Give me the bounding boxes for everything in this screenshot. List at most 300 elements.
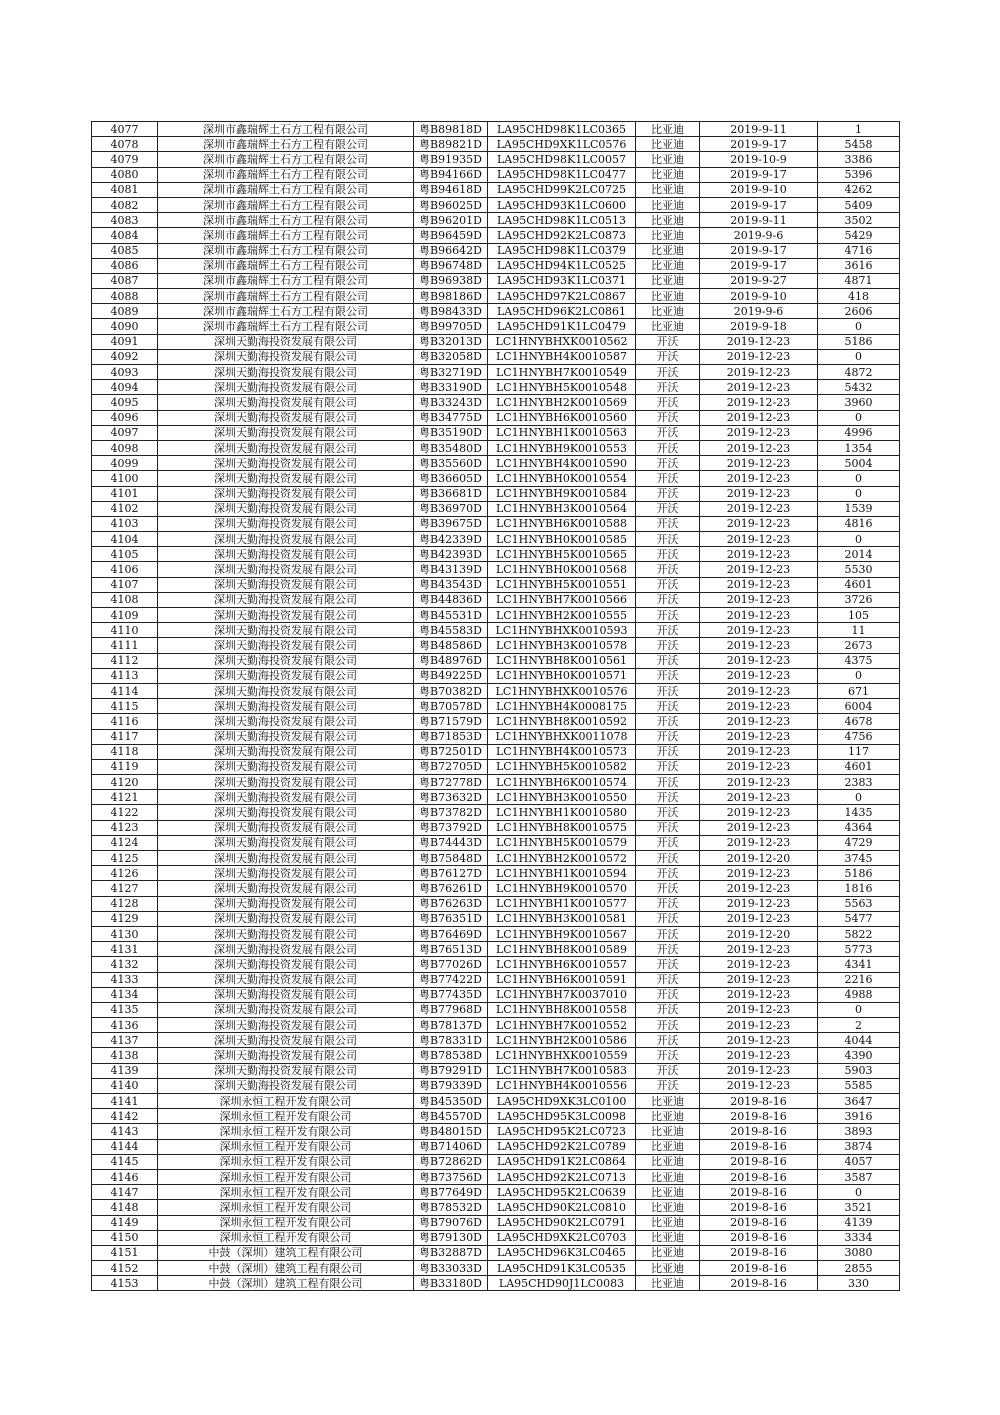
- brand-cell: 开沃: [636, 653, 700, 668]
- brand-cell: 比亚迪: [636, 228, 700, 243]
- row-number-cell: 4136: [92, 1018, 158, 1033]
- value-cell: 3521: [818, 1200, 900, 1215]
- date-cell: 2019-12-23: [700, 835, 818, 850]
- vin-code-cell: LA95CHD92K2LC0713: [488, 1169, 636, 1184]
- brand-cell: 开沃: [636, 987, 700, 1002]
- date-cell: 2019-12-23: [700, 440, 818, 455]
- vin-code-cell: LA95CHD91K1LC0479: [488, 319, 636, 334]
- table-row: [92, 1185, 900, 1200]
- brand-cell: 开沃: [636, 1048, 700, 1063]
- table-row: [92, 1094, 900, 1109]
- table-row: [92, 835, 900, 850]
- date-cell: 2019-12-23: [700, 547, 818, 562]
- date-cell: 2019-12-23: [700, 759, 818, 774]
- company-name-cell: 深圳天勤海投资发展有限公司: [158, 699, 414, 714]
- brand-cell: 开沃: [636, 835, 700, 850]
- company-name-cell: 深圳天勤海投资发展有限公司: [158, 486, 414, 501]
- value-cell: 5409: [818, 197, 900, 212]
- value-cell: 4678: [818, 714, 900, 729]
- value-cell: 0: [818, 790, 900, 805]
- plate-number-cell: 粤B71406D: [414, 1139, 488, 1154]
- date-cell: 2019-12-23: [700, 866, 818, 881]
- value-cell: 5477: [818, 911, 900, 926]
- brand-cell: 比亚迪: [636, 197, 700, 212]
- row-number-cell: 4108: [92, 592, 158, 607]
- value-cell: 5563: [818, 896, 900, 911]
- brand-cell: 比亚迪: [636, 273, 700, 288]
- date-cell: 2019-8-16: [700, 1124, 818, 1139]
- table-row: [92, 1063, 900, 1078]
- plate-number-cell: 粤B45350D: [414, 1094, 488, 1109]
- table-row: [92, 775, 900, 790]
- table-row: [92, 866, 900, 881]
- row-number-cell: 4120: [92, 775, 158, 790]
- date-cell: 2019-12-20: [700, 926, 818, 941]
- table-row: [92, 805, 900, 820]
- value-cell: 4139: [818, 1215, 900, 1230]
- plate-number-cell: 粤B72501D: [414, 744, 488, 759]
- brand-cell: 比亚迪: [636, 1261, 700, 1276]
- company-name-cell: 深圳天勤海投资发展有限公司: [158, 1033, 414, 1048]
- company-name-cell: 深圳天勤海投资发展有限公司: [158, 1048, 414, 1063]
- vin-code-cell: LC1HNYBH5K0010582: [488, 759, 636, 774]
- table-row: [92, 623, 900, 638]
- plate-number-cell: 粤B74443D: [414, 835, 488, 850]
- plate-number-cell: 粤B77422D: [414, 972, 488, 987]
- brand-cell: 开沃: [636, 775, 700, 790]
- plate-number-cell: 粤B33190D: [414, 380, 488, 395]
- company-name-cell: 深圳天勤海投资发展有限公司: [158, 562, 414, 577]
- company-name-cell: 深圳天勤海投资发展有限公司: [158, 334, 414, 349]
- row-number-cell: 4142: [92, 1109, 158, 1124]
- company-name-cell: 深圳天勤海投资发展有限公司: [158, 653, 414, 668]
- date-cell: 2019-8-16: [700, 1200, 818, 1215]
- date-cell: 2019-12-23: [700, 501, 818, 516]
- table-row: [92, 365, 900, 380]
- brand-cell: 开沃: [636, 926, 700, 941]
- brand-cell: 开沃: [636, 456, 700, 471]
- value-cell: 5186: [818, 866, 900, 881]
- company-name-cell: 深圳天勤海投资发展有限公司: [158, 972, 414, 987]
- brand-cell: 比亚迪: [636, 152, 700, 167]
- table-row: [92, 881, 900, 896]
- vehicle-record-table: [91, 121, 900, 1291]
- date-cell: 2019-12-23: [700, 1002, 818, 1017]
- brand-cell: 开沃: [636, 1078, 700, 1093]
- date-cell: 2019-12-23: [700, 395, 818, 410]
- vin-code-cell: LA95CHD90J1LC0083: [488, 1276, 636, 1291]
- value-cell: 3745: [818, 851, 900, 866]
- vin-code-cell: LA95CHD96K3LC0465: [488, 1245, 636, 1260]
- company-name-cell: 深圳天勤海投资发展有限公司: [158, 547, 414, 562]
- value-cell: 4996: [818, 425, 900, 440]
- value-cell: 4044: [818, 1033, 900, 1048]
- company-name-cell: 深圳天勤海投资发展有限公司: [158, 744, 414, 759]
- brand-cell: 开沃: [636, 942, 700, 957]
- company-name-cell: 深圳市鑫瑞辉土石方工程有限公司: [158, 273, 414, 288]
- row-number-cell: 4087: [92, 273, 158, 288]
- date-cell: 2019-8-16: [700, 1154, 818, 1169]
- row-number-cell: 4133: [92, 972, 158, 987]
- table-row: [92, 243, 900, 258]
- company-name-cell: 深圳市鑫瑞辉土石方工程有限公司: [158, 289, 414, 304]
- vin-code-cell: LA95CHD90K2LC0791: [488, 1215, 636, 1230]
- vin-code-cell: LA95CHD9XK3LC0100: [488, 1094, 636, 1109]
- table-row: [92, 410, 900, 425]
- table-row: [92, 911, 900, 926]
- table-row: [92, 532, 900, 547]
- table-row: [92, 562, 900, 577]
- company-name-cell: 深圳天勤海投资发展有限公司: [158, 835, 414, 850]
- table-row: [92, 486, 900, 501]
- brand-cell: 比亚迪: [636, 258, 700, 273]
- date-cell: 2019-12-23: [700, 349, 818, 364]
- company-name-cell: 深圳天勤海投资发展有限公司: [158, 775, 414, 790]
- table-row: [92, 957, 900, 972]
- row-number-cell: 4077: [92, 122, 158, 137]
- brand-cell: 开沃: [636, 395, 700, 410]
- table-row: [92, 1033, 900, 1048]
- table-row: [92, 638, 900, 653]
- plate-number-cell: 粤B73782D: [414, 805, 488, 820]
- row-number-cell: 4122: [92, 805, 158, 820]
- date-cell: 2019-12-23: [700, 683, 818, 698]
- value-cell: 5396: [818, 167, 900, 182]
- date-cell: 2019-12-23: [700, 911, 818, 926]
- brand-cell: 开沃: [636, 532, 700, 547]
- company-name-cell: 深圳永恒工程开发有限公司: [158, 1169, 414, 1184]
- table-row: [92, 1230, 900, 1245]
- brand-cell: 开沃: [636, 592, 700, 607]
- plate-number-cell: 粤B73756D: [414, 1169, 488, 1184]
- company-name-cell: 深圳天勤海投资发展有限公司: [158, 729, 414, 744]
- brand-cell: 开沃: [636, 759, 700, 774]
- company-name-cell: 深圳天勤海投资发展有限公司: [158, 501, 414, 516]
- plate-number-cell: 粤B76513D: [414, 942, 488, 957]
- row-number-cell: 4121: [92, 790, 158, 805]
- value-cell: 3334: [818, 1230, 900, 1245]
- table-row: [92, 1139, 900, 1154]
- vin-code-cell: LC1HNYBH8K0010575: [488, 820, 636, 835]
- vin-code-cell: LC1HNYBH2K0010555: [488, 608, 636, 623]
- date-cell: 2019-9-17: [700, 197, 818, 212]
- vin-code-cell: LC1HNYBH8K0010558: [488, 1002, 636, 1017]
- company-name-cell: 深圳天勤海投资发展有限公司: [158, 592, 414, 607]
- table-row: [92, 926, 900, 941]
- brand-cell: 开沃: [636, 1033, 700, 1048]
- brand-cell: 开沃: [636, 410, 700, 425]
- table-row: [92, 1215, 900, 1230]
- table-row: [92, 1276, 900, 1291]
- brand-cell: 开沃: [636, 608, 700, 623]
- row-number-cell: 4129: [92, 911, 158, 926]
- brand-cell: 比亚迪: [636, 1215, 700, 1230]
- row-number-cell: 4115: [92, 699, 158, 714]
- plate-number-cell: 粤B89818D: [414, 122, 488, 137]
- value-cell: 4601: [818, 759, 900, 774]
- table-row: [92, 1124, 900, 1139]
- date-cell: 2019-9-17: [700, 137, 818, 152]
- value-cell: 3616: [818, 258, 900, 273]
- plate-number-cell: 粤B48586D: [414, 638, 488, 653]
- value-cell: 5585: [818, 1078, 900, 1093]
- vin-code-cell: LA95CHD96K2LC0861: [488, 304, 636, 319]
- value-cell: 4375: [818, 653, 900, 668]
- brand-cell: 比亚迪: [636, 1185, 700, 1200]
- company-name-cell: 深圳天勤海投资发展有限公司: [158, 683, 414, 698]
- row-number-cell: 4092: [92, 349, 158, 364]
- table-row: [92, 122, 900, 137]
- row-number-cell: 4107: [92, 577, 158, 592]
- row-number-cell: 4084: [92, 228, 158, 243]
- date-cell: 2019-9-27: [700, 273, 818, 288]
- date-cell: 2019-12-23: [700, 775, 818, 790]
- plate-number-cell: 粤B48976D: [414, 653, 488, 668]
- value-cell: 4756: [818, 729, 900, 744]
- row-number-cell: 4145: [92, 1154, 158, 1169]
- vin-code-cell: LA95CHD99K2LC0725: [488, 182, 636, 197]
- value-cell: 1354: [818, 440, 900, 455]
- value-cell: 3960: [818, 395, 900, 410]
- plate-number-cell: 粤B72705D: [414, 759, 488, 774]
- value-cell: 5004: [818, 456, 900, 471]
- brand-cell: 比亚迪: [636, 137, 700, 152]
- row-number-cell: 4085: [92, 243, 158, 258]
- date-cell: 2019-12-23: [700, 410, 818, 425]
- company-name-cell: 中鼓（深圳）建筑工程有限公司: [158, 1261, 414, 1276]
- plate-number-cell: 粤B45531D: [414, 608, 488, 623]
- plate-number-cell: 粤B76127D: [414, 866, 488, 881]
- plate-number-cell: 粤B33243D: [414, 395, 488, 410]
- company-name-cell: 深圳天勤海投资发展有限公司: [158, 608, 414, 623]
- brand-cell: 比亚迪: [636, 1200, 700, 1215]
- plate-number-cell: 粤B96459D: [414, 228, 488, 243]
- plate-number-cell: 粤B35480D: [414, 440, 488, 455]
- date-cell: 2019-8-16: [700, 1261, 818, 1276]
- vin-code-cell: LC1HNYBH5K0010548: [488, 380, 636, 395]
- company-name-cell: 深圳永恒工程开发有限公司: [158, 1185, 414, 1200]
- company-name-cell: 深圳永恒工程开发有限公司: [158, 1200, 414, 1215]
- table-row: [92, 167, 900, 182]
- row-number-cell: 4086: [92, 258, 158, 273]
- row-number-cell: 4147: [92, 1185, 158, 1200]
- table-row: [92, 349, 900, 364]
- plate-number-cell: 粤B96642D: [414, 243, 488, 258]
- row-number-cell: 4127: [92, 881, 158, 896]
- vin-code-cell: LA95CHD94K1LC0525: [488, 258, 636, 273]
- company-name-cell: 深圳市鑫瑞辉土石方工程有限公司: [158, 213, 414, 228]
- vin-code-cell: LA95CHD98K1LC0365: [488, 122, 636, 137]
- date-cell: 2019-9-11: [700, 122, 818, 137]
- row-number-cell: 4137: [92, 1033, 158, 1048]
- plate-number-cell: 粤B98433D: [414, 304, 488, 319]
- vin-code-cell: LA95CHD95K3LC0098: [488, 1109, 636, 1124]
- vin-code-cell: LA95CHD91K3LC0535: [488, 1261, 636, 1276]
- plate-number-cell: 粤B91935D: [414, 152, 488, 167]
- vin-code-cell: LC1HNYBH2K0010586: [488, 1033, 636, 1048]
- row-number-cell: 4130: [92, 926, 158, 941]
- brand-cell: 开沃: [636, 516, 700, 531]
- vin-code-cell: LC1HNYBH9K0010553: [488, 440, 636, 455]
- date-cell: 2019-8-16: [700, 1230, 818, 1245]
- row-number-cell: 4123: [92, 820, 158, 835]
- company-name-cell: 深圳天勤海投资发展有限公司: [158, 759, 414, 774]
- plate-number-cell: 粤B79291D: [414, 1063, 488, 1078]
- row-number-cell: 4112: [92, 653, 158, 668]
- vin-code-cell: LC1HNYBH0K0010554: [488, 471, 636, 486]
- brand-cell: 开沃: [636, 699, 700, 714]
- company-name-cell: 深圳天勤海投资发展有限公司: [158, 1018, 414, 1033]
- table-row: [92, 577, 900, 592]
- vin-code-cell: LC1HNYBH6K0010557: [488, 957, 636, 972]
- value-cell: 2014: [818, 547, 900, 562]
- date-cell: 2019-12-23: [700, 456, 818, 471]
- row-number-cell: 4100: [92, 471, 158, 486]
- vin-code-cell: LC1HNYBH7K0010566: [488, 592, 636, 607]
- date-cell: 2019-12-23: [700, 653, 818, 668]
- row-number-cell: 4106: [92, 562, 158, 577]
- table-row: [92, 714, 900, 729]
- vin-code-cell: LC1HNYBHXK0010562: [488, 334, 636, 349]
- value-cell: 4364: [818, 820, 900, 835]
- plate-number-cell: 粤B71853D: [414, 729, 488, 744]
- table-row: [92, 729, 900, 744]
- plate-number-cell: 粤B94166D: [414, 167, 488, 182]
- company-name-cell: 深圳市鑫瑞辉土石方工程有限公司: [158, 167, 414, 182]
- company-name-cell: 深圳天勤海投资发展有限公司: [158, 926, 414, 941]
- value-cell: 4601: [818, 577, 900, 592]
- row-number-cell: 4135: [92, 1002, 158, 1017]
- vin-code-cell: LC1HNYBH5K0010579: [488, 835, 636, 850]
- row-number-cell: 4126: [92, 866, 158, 881]
- table-row: [92, 501, 900, 516]
- date-cell: 2019-9-18: [700, 319, 818, 334]
- row-number-cell: 4134: [92, 987, 158, 1002]
- brand-cell: 开沃: [636, 471, 700, 486]
- brand-cell: 比亚迪: [636, 122, 700, 137]
- plate-number-cell: 粤B77435D: [414, 987, 488, 1002]
- plate-number-cell: 粤B77026D: [414, 957, 488, 972]
- plate-number-cell: 粤B96748D: [414, 258, 488, 273]
- vin-code-cell: LC1HNYBH0K0010571: [488, 668, 636, 683]
- value-cell: 3726: [818, 592, 900, 607]
- company-name-cell: 深圳市鑫瑞辉土石方工程有限公司: [158, 152, 414, 167]
- vin-code-cell: LC1HNYBH6K0010588: [488, 516, 636, 531]
- table-row: [92, 304, 900, 319]
- company-name-cell: 深圳天勤海投资发展有限公司: [158, 851, 414, 866]
- value-cell: 3502: [818, 213, 900, 228]
- company-name-cell: 深圳天勤海投资发展有限公司: [158, 380, 414, 395]
- table-row: [92, 896, 900, 911]
- date-cell: 2019-9-17: [700, 243, 818, 258]
- table-row: [92, 197, 900, 212]
- plate-number-cell: 粤B70382D: [414, 683, 488, 698]
- vin-code-cell: LC1HNYBH9K0010567: [488, 926, 636, 941]
- vin-code-cell: LC1HNYBH4K0010590: [488, 456, 636, 471]
- plate-number-cell: 粤B99705D: [414, 319, 488, 334]
- row-number-cell: 4094: [92, 380, 158, 395]
- company-name-cell: 深圳天勤海投资发展有限公司: [158, 790, 414, 805]
- row-number-cell: 4109: [92, 608, 158, 623]
- value-cell: 330: [818, 1276, 900, 1291]
- table-row: [92, 790, 900, 805]
- plate-number-cell: 粤B43543D: [414, 577, 488, 592]
- date-cell: 2019-9-10: [700, 182, 818, 197]
- brand-cell: 开沃: [636, 425, 700, 440]
- value-cell: 4262: [818, 182, 900, 197]
- date-cell: 2019-8-16: [700, 1169, 818, 1184]
- company-name-cell: 深圳天勤海投资发展有限公司: [158, 638, 414, 653]
- plate-number-cell: 粤B34775D: [414, 410, 488, 425]
- brand-cell: 开沃: [636, 440, 700, 455]
- company-name-cell: 深圳天勤海投资发展有限公司: [158, 896, 414, 911]
- table-row: [92, 1154, 900, 1169]
- date-cell: 2019-12-23: [700, 486, 818, 501]
- plate-number-cell: 粤B36681D: [414, 486, 488, 501]
- date-cell: 2019-12-23: [700, 334, 818, 349]
- value-cell: 5429: [818, 228, 900, 243]
- plate-number-cell: 粤B45583D: [414, 623, 488, 638]
- brand-cell: 比亚迪: [636, 167, 700, 182]
- company-name-cell: 深圳天勤海投资发展有限公司: [158, 425, 414, 440]
- brand-cell: 开沃: [636, 349, 700, 364]
- vin-code-cell: LC1HNYBH3K0010578: [488, 638, 636, 653]
- row-number-cell: 4099: [92, 456, 158, 471]
- vin-code-cell: LA95CHD9XK1LC0576: [488, 137, 636, 152]
- company-name-cell: 深圳天勤海投资发展有限公司: [158, 1002, 414, 1017]
- date-cell: 2019-12-23: [700, 471, 818, 486]
- table-row: [92, 319, 900, 334]
- row-number-cell: 4119: [92, 759, 158, 774]
- row-number-cell: 4110: [92, 623, 158, 638]
- plate-number-cell: 粤B79339D: [414, 1078, 488, 1093]
- plate-number-cell: 粤B73632D: [414, 790, 488, 805]
- plate-number-cell: 粤B72862D: [414, 1154, 488, 1169]
- table-row: [92, 972, 900, 987]
- date-cell: 2019-8-16: [700, 1215, 818, 1230]
- plate-number-cell: 粤B77649D: [414, 1185, 488, 1200]
- company-name-cell: 深圳天勤海投资发展有限公司: [158, 623, 414, 638]
- row-number-cell: 4128: [92, 896, 158, 911]
- row-number-cell: 4150: [92, 1230, 158, 1245]
- company-name-cell: 深圳永恒工程开发有限公司: [158, 1139, 414, 1154]
- date-cell: 2019-12-23: [700, 744, 818, 759]
- brand-cell: 开沃: [636, 334, 700, 349]
- brand-cell: 比亚迪: [636, 1276, 700, 1291]
- value-cell: 0: [818, 486, 900, 501]
- table-row: [92, 289, 900, 304]
- table-row: [92, 258, 900, 273]
- brand-cell: 开沃: [636, 1063, 700, 1078]
- date-cell: 2019-12-23: [700, 638, 818, 653]
- table-row: [92, 1048, 900, 1063]
- brand-cell: 开沃: [636, 1002, 700, 1017]
- brand-cell: 开沃: [636, 638, 700, 653]
- table-row: [92, 152, 900, 167]
- plate-number-cell: 粤B96025D: [414, 197, 488, 212]
- plate-number-cell: 粤B36970D: [414, 501, 488, 516]
- plate-number-cell: 粤B78538D: [414, 1048, 488, 1063]
- brand-cell: 比亚迪: [636, 304, 700, 319]
- date-cell: 2019-9-17: [700, 167, 818, 182]
- table-row: [92, 213, 900, 228]
- value-cell: 2673: [818, 638, 900, 653]
- brand-cell: 开沃: [636, 820, 700, 835]
- value-cell: 4872: [818, 365, 900, 380]
- date-cell: 2019-12-23: [700, 896, 818, 911]
- date-cell: 2019-12-23: [700, 562, 818, 577]
- company-name-cell: 深圳市鑫瑞辉土石方工程有限公司: [158, 228, 414, 243]
